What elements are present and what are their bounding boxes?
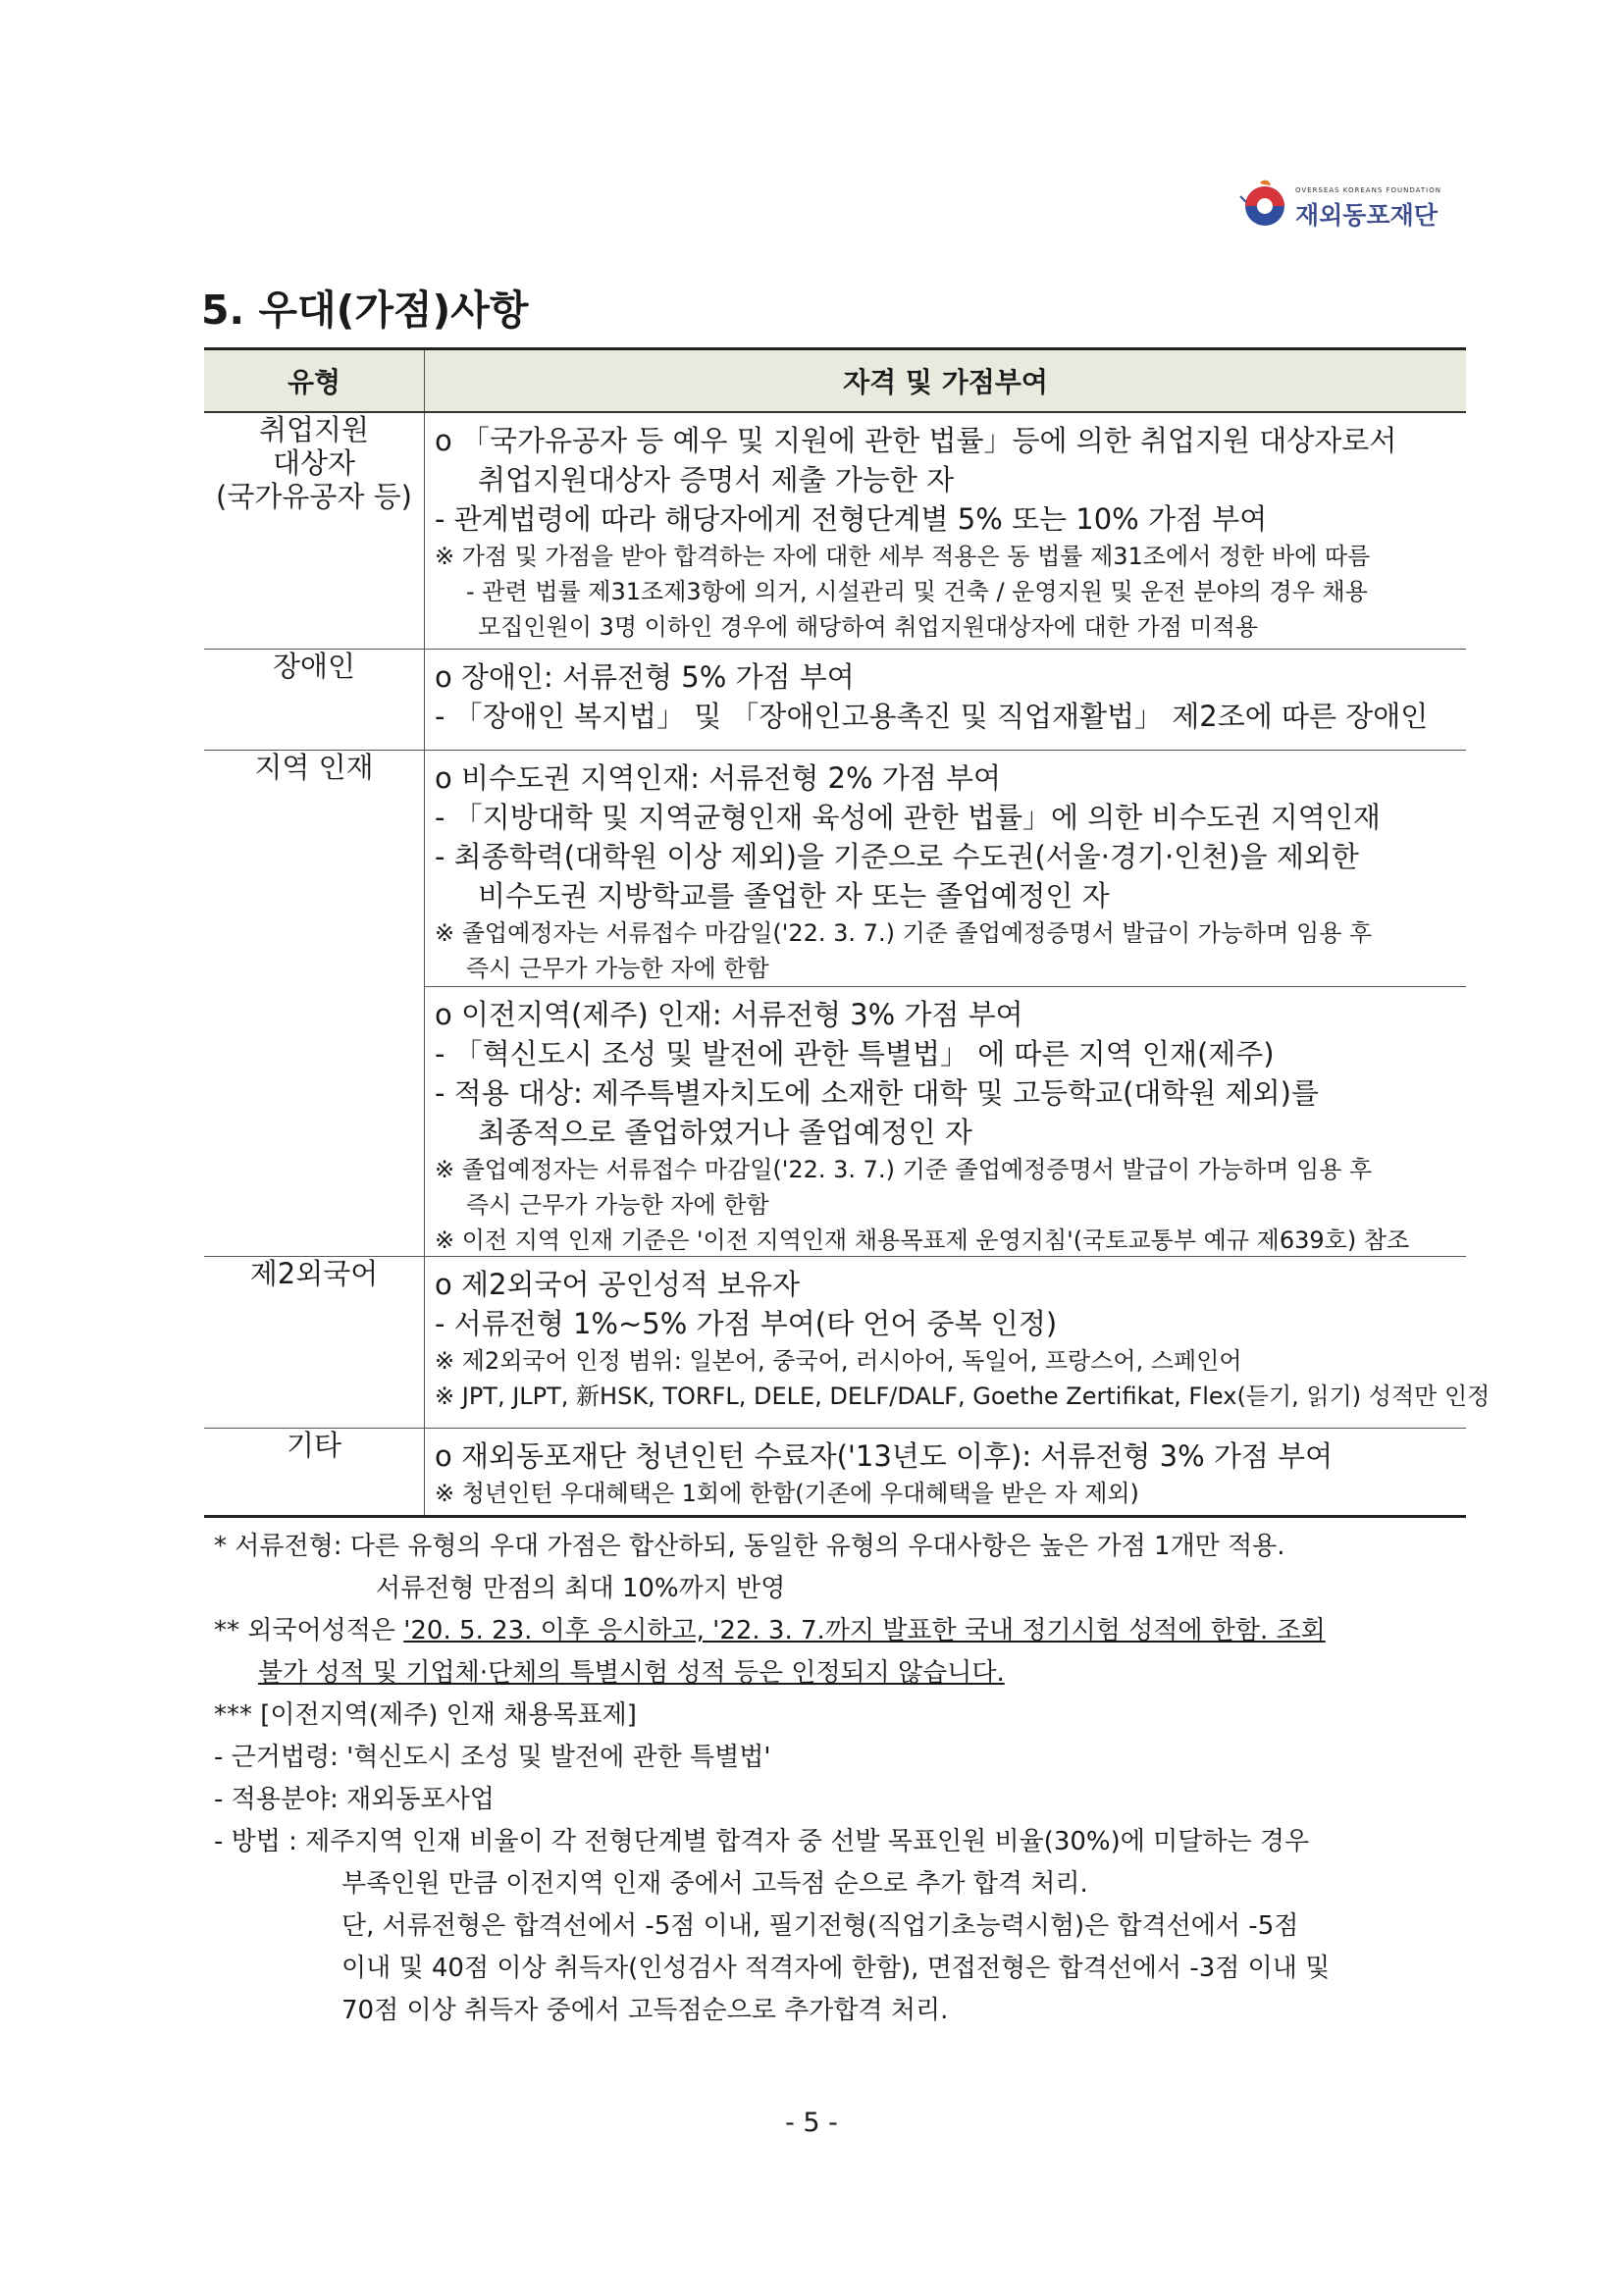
content-cell [425, 1257, 1491, 1429]
content-line: 비수도권 지방학교를 졸업한 자 또는 졸업예정인 자 [478, 879, 1110, 913]
table-row [204, 1429, 1466, 1517]
type-cell: 장애인 [204, 650, 425, 751]
table-row [204, 650, 1466, 751]
footnote-line: - 근거법령: '혁신도시 조성 및 발전에 관한 특별법' [214, 1743, 771, 1772]
content-note: 즉시 근무가 가능한 자에 한함 [466, 1191, 769, 1219]
content-note: ※ 졸업예정자는 서류접수 마감일('22. 3. 7.) 기준 졸업예정증명서 발급이 가능하며 임용 후 [435, 919, 1373, 947]
content-cell [425, 751, 1467, 1257]
content-note: 즉시 근무가 가능한 자에 한함 [466, 955, 769, 982]
content-line: 취업지원대상자 증명서 제출 가능한 자 [478, 463, 955, 496]
content-line: o 재외동포재단 청년인턴 수료자('13년도 이후): 서류전형 3% 가점 부여 [435, 1439, 1334, 1473]
footnote-line: *** [이전지역(제주) 인재 채용목표제] [214, 1700, 637, 1730]
content-note: ※ 졸업예정자는 서류접수 마감일('22. 3. 7.) 기준 졸업예정증명서 발급이 가능하며 임용 후 [435, 1156, 1373, 1183]
logo-english-text: OVERSEAS KOREANS FOUNDATION [1295, 186, 1441, 194]
content-cell [425, 650, 1467, 751]
footnote-line: 부족인원 만큼 이전지역 인재 중에서 고득점 순으로 추가 합격 처리. [341, 1869, 1088, 1899]
footnote-line: 불가 성적 및 기업체·단체의 특별시험 성적 등은 인정되지 않습니다. [258, 1658, 1005, 1688]
content-line: o 장애인: 서류전형 5% 가점 부여 [435, 660, 855, 694]
footnote-line: 70점 이상 취득자 중에서 고득점순으로 추가합격 처리. [341, 1996, 949, 2025]
content-line: - 적용 대상: 제주특별자치도에 소재한 대학 및 고등학교(대학원 제외)를 [435, 1076, 1320, 1110]
foundation-logo [1238, 175, 1464, 234]
footnote-line: 이내 및 40점 이상 취득자(인성검사 적격자에 한함), 면접전형은 합격선에서 -3점 이내 및 [341, 1954, 1331, 1983]
section-title: 5. 우대(가점)사항 [201, 287, 529, 334]
page-number: - 5 - [785, 2108, 838, 2138]
content-note: ※ 청년인턴 우대혜택은 1회에 한함(기존에 우대혜택을 받은 자 제외) [435, 1480, 1139, 1507]
type-cell: 제2외국어 [204, 1257, 425, 1429]
footnotes [214, 1526, 1330, 2032]
type-cell: 기타 [204, 1429, 425, 1517]
header-type: 유형 [204, 349, 425, 413]
preference-table [204, 347, 1491, 1518]
type-cell: 지역 인재 [204, 751, 425, 1257]
content-line: - 「혁신도시 조성 및 발전에 관한 특별법」 에 따른 지역 인재(제주) [435, 1037, 1275, 1070]
footnote-line: 서류전형 만점의 최대 10%까지 반영 [376, 1574, 786, 1603]
type-cell: 취업지원 대상자 (국가유공자 등) [204, 412, 425, 650]
content-note: ※ 가점 및 가점을 받아 합격하는 자에 대한 세부 적용은 동 법률 제31조에서 정한 바에 따름 [435, 543, 1371, 570]
content-line: 최종적으로 졸업하였거나 졸업예정인 자 [478, 1116, 972, 1149]
content-line: - 서류전형 1%~5% 가점 부여(타 언어 중복 인정) [435, 1307, 1058, 1340]
header-qualification: 자격 및 가점부여 [425, 349, 1467, 413]
content-line: - 「지방대학 및 지역균형인재 육성에 관한 법률」에 의한 비수도권 지역인재 [435, 801, 1381, 834]
content-cell [425, 412, 1467, 650]
content-line: - 「장애인 복지법」 및 「장애인고용촉진 및 직업재활법」 제2조에 따른 장애인 [435, 700, 1429, 733]
footnote-line: - 적용분야: 재외동포사업 [214, 1785, 495, 1814]
footnote-line: ** 외국어성적은 '20. 5. 23. 이후 응시하고, '22. 3. 7.까지 발표한 국내 정기시험 성적에 한함. 조회 [214, 1616, 1326, 1645]
table-row [204, 751, 1466, 1257]
table-header-row [204, 349, 1466, 413]
foundation-emblem-icon [1238, 177, 1291, 230]
content-note: - 관련 법률 제31조제3항에 의거, 시설관리 및 건축 / 운영지원 및 운전 분야의 경우 채용 [466, 578, 1368, 605]
content-note: ※ 제2외국어 인정 범위: 일본어, 중국어, 러시아어, 독일어, 프랑스어, 스페인어 [435, 1347, 1242, 1375]
content-line: - 최종학력(대학원 이상 제외)을 기준으로 수도권(서울·경기·인천)을 제외한 [435, 840, 1359, 873]
table-row [204, 1257, 1466, 1429]
footnote-line: 단, 서류전형은 합격선에서 -5점 이내, 필기전형(직업기초능력시험)은 합격선에서 -5점 [341, 1911, 1299, 1941]
content-line: o 비수도권 지역인재: 서류전형 2% 가점 부여 [435, 761, 1002, 795]
content-note: 모집인원이 3명 이하인 경우에 해당하여 취업지원대상자에 대한 가점 미적용 [478, 613, 1259, 641]
content-note: ※ 이전 지역 인재 기준은 '이전 지역인재 채용목표제 운영지침'(국토교통부 예규 제639호) 참조 [435, 1226, 1410, 1254]
content-note: ※ JPT, JLPT, 新HSK, TORFL, DELE, DELF/DALF, Goethe Zertifikat, Flex(듣기, 읽기) 성적만 인정 [435, 1383, 1491, 1410]
content-line: o 「국가유공자 등 예우 및 지원에 관한 법률」등에 의한 취업지원 대상자로서 [435, 424, 1397, 457]
content-line: o 이전지역(제주) 인재: 서류전형 3% 가점 부여 [435, 998, 1023, 1031]
content-line: - 관계법령에 따라 해당자에게 전형단계별 5% 또는 10% 가점 부여 [435, 502, 1268, 536]
footnote-line: - 방법 : 제주지역 인재 비율이 각 전형단계별 합격자 중 선발 목표인원 비율(30%)에 미달하는 경우 [214, 1827, 1310, 1856]
footnote-line: * 서류전형: 다른 유형의 우대 가점은 합산하되, 동일한 유형의 우대사항은 높은 가점 1개만 적용. [214, 1532, 1285, 1561]
logo-korean-text: 재외동포재단 [1295, 201, 1438, 230]
content-cell [425, 1429, 1467, 1517]
underlined-text: '20. 5. 23. 이후 응시하고, '22. 3. 7.까지 발표한 국내 정기시험 성적에 한함. 조회 [403, 1616, 1326, 1645]
content-line: o 제2외국어 공인성적 보유자 [435, 1268, 801, 1301]
table-row [204, 412, 1466, 650]
